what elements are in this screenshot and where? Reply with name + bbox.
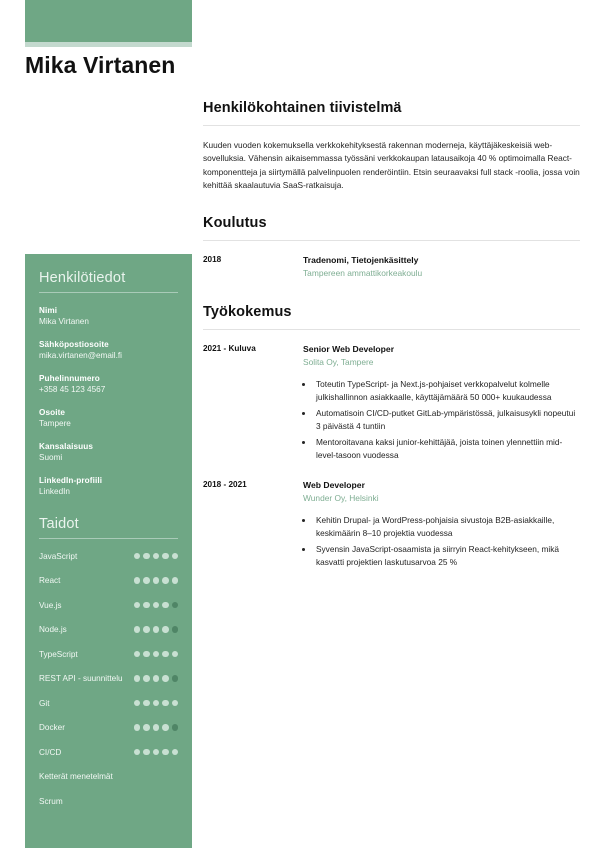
section-education (203, 215, 580, 280)
education-entry (203, 254, 580, 280)
skill-row (39, 575, 178, 593)
skill-dot-filled (162, 724, 169, 731)
contact-item-value: Mika Virtanen (39, 317, 89, 327)
skill-name: Vue.js (39, 600, 62, 610)
sidebar-heading-skills: Taidot (39, 515, 79, 532)
contact-item (39, 305, 178, 328)
skills-list (39, 551, 178, 814)
skill-dot-filled (143, 651, 150, 658)
skill-dot-filled (134, 724, 141, 731)
skill-rating-dots (134, 747, 179, 756)
skill-row (39, 624, 178, 642)
section-title-education: Koulutus (203, 214, 267, 231)
skill-dot-filled (162, 577, 169, 584)
section-summary (203, 100, 580, 193)
skill-dot-filled (162, 749, 169, 756)
skill-dot-filled (143, 553, 150, 560)
contact-item-label: Sähköpostiosoite (39, 339, 109, 349)
skill-dot-filled (134, 553, 141, 560)
skill-rating-dots (134, 722, 179, 731)
experience-bullet: • Toteutin TypeScript- ja Next.js-pohjaiset verkkopalvelut kolmelle julkishallinnon asiakkaalle, käyttäjämäärä 50 000+ kuukaudessa (314, 378, 580, 404)
skill-dot-filled (153, 651, 160, 658)
skill-name: TypeScript (39, 649, 78, 659)
skill-name: Ketterät menetelmät (39, 772, 113, 782)
section-divider-summary (203, 125, 580, 126)
experience-entry-role: Senior Web Developer (303, 343, 395, 354)
contact-item-value: +358 45 123 4567 (39, 384, 106, 394)
skill-dot-filled (143, 577, 150, 584)
sidebar-section-personal-info (39, 270, 178, 498)
contact-item (39, 407, 178, 430)
skill-dot-filled (172, 749, 179, 756)
skill-dot-filled (143, 724, 150, 731)
skill-row (39, 600, 178, 618)
skill-name: Docker (39, 723, 65, 733)
page-title: Mika Virtanen (25, 52, 176, 78)
summary-paragraph: Kuuden vuoden kokemuksella verkkokehityksestä rakennan moderneja, käyttäjäkeskeisiä web-sovelluksia. Vähensin aikaisemmassa työssäni verkkokaupan latausaikoja 40 % optimoimalla React-komponentteja ja siirtymällä palvelinpuolen renderöintiin. Etsin seuraavaksi full stack -roolia, jossa voin kehittää skaalautuvia SaaS-ratkaisuja. (203, 140, 580, 191)
skill-dot-filled (162, 626, 169, 633)
skill-name: Git (39, 698, 50, 708)
skill-dot-filled (153, 553, 160, 560)
skill-dot-filled (143, 749, 150, 756)
contact-list (39, 305, 178, 498)
header-accent-underline (25, 42, 192, 47)
skill-dot-empty (172, 602, 179, 609)
contact-item-label: Kansalaisuus (39, 441, 93, 451)
section-title-summary: Henkilökohtainen tiivistelmä (203, 100, 402, 116)
skill-dot-empty (172, 675, 179, 682)
experience-entry-role: Web Developer (303, 480, 365, 491)
skill-dot-filled (153, 577, 160, 584)
contact-item (39, 441, 178, 464)
skill-name: CI/CD (39, 747, 62, 757)
sidebar-divider-personal-info (39, 292, 178, 293)
skill-dot-empty (172, 724, 179, 731)
skill-dot-filled (134, 602, 141, 609)
skill-row (39, 771, 178, 789)
experience-entry-company: Solita Oy, Tampere (303, 356, 374, 367)
skill-dot-filled (153, 700, 160, 707)
skill-rating-dots (134, 649, 179, 658)
skill-dot-filled (134, 626, 141, 633)
contact-item-value: Suomi (39, 452, 63, 462)
skill-dot-filled (172, 553, 179, 560)
skill-row (39, 722, 178, 740)
skill-dot-filled (134, 577, 141, 584)
experience-entry-body (303, 343, 580, 465)
skill-dot-filled (153, 675, 160, 682)
contact-item-value: mika.virtanen@email.fi (39, 351, 122, 361)
skill-dot-filled (162, 675, 169, 682)
skill-rating-dots (134, 673, 179, 682)
main-content (203, 100, 580, 586)
contact-item-value: Tampere (39, 418, 71, 428)
contact-item (39, 339, 178, 362)
skill-row (39, 796, 178, 814)
skill-row (39, 747, 178, 765)
header-accent-main (25, 0, 192, 42)
education-entry-body (303, 254, 580, 280)
skill-rating-dots (134, 624, 179, 633)
skill-dot-filled (172, 577, 179, 584)
skill-dot-filled (153, 724, 160, 731)
skill-rating-dots (134, 698, 179, 707)
skill-name: Scrum (39, 796, 63, 806)
experience-list (203, 343, 580, 573)
contact-item-label: Nimi (39, 306, 58, 315)
education-entry-school: Tampereen ammattikorkeakoulu (303, 267, 423, 278)
skill-dot-filled (162, 553, 169, 560)
skill-name: REST API - suunnittelu (39, 674, 123, 684)
skill-dot-filled (134, 700, 141, 707)
skill-dot-filled (134, 749, 141, 756)
skill-dot-filled (143, 700, 150, 707)
section-experience (203, 304, 580, 573)
experience-entry (203, 343, 580, 465)
contact-item (39, 475, 178, 498)
sidebar-heading-personal-info: Henkilötiedot (39, 270, 126, 286)
sidebar-section-skills (39, 516, 178, 814)
skill-dot-filled (172, 700, 179, 707)
experience-entry-company: Wunder Oy, Helsinki (303, 493, 379, 504)
contact-item (39, 373, 178, 396)
section-title-experience: Työkokemus (203, 303, 292, 320)
skill-row (39, 551, 178, 569)
experience-entry-bullets (314, 514, 580, 569)
education-list (203, 254, 580, 280)
experience-bullet: • Kehitin Drupal- ja WordPress-pohjaisia sivustoja B2B-asiakkaille, keskimäärin 8–10 projektia vuodessa (314, 514, 580, 540)
skill-dot-filled (134, 651, 141, 658)
sidebar (25, 254, 192, 848)
header-accent-bar (25, 0, 192, 47)
skill-dot-filled (143, 675, 150, 682)
skill-dot-filled (143, 626, 150, 633)
skill-name: Node.js (39, 625, 67, 635)
experience-entry-date: 2021 - Kuluva (203, 343, 256, 353)
section-divider-experience (203, 329, 580, 330)
skill-name: JavaScript (39, 551, 78, 561)
skill-dot-filled (172, 651, 179, 658)
skill-name: React (39, 576, 61, 586)
experience-entry-date: 2018 - 2021 (203, 480, 247, 490)
education-entry-degree: Tradenomi, Tietojenkäsittely (303, 254, 419, 265)
skill-dot-filled (153, 602, 160, 609)
skill-dot-filled (153, 626, 160, 633)
skill-row (39, 698, 178, 716)
experience-bullet: • Automatisoin CI/CD-putket GitLab-ympäristössä, julkaisusykli nopeutui 3 päivästä 4 tuntiin (314, 407, 580, 433)
skill-row (39, 673, 178, 691)
contact-item-label: Puhelinnumero (39, 373, 100, 383)
contact-item-label: Osoite (39, 407, 66, 417)
experience-entry-body (303, 479, 580, 572)
section-divider-education (203, 240, 580, 241)
sidebar-divider-skills (39, 538, 178, 539)
skill-dot-empty (172, 626, 179, 633)
skill-dot-filled (162, 651, 169, 658)
contact-item-value: LinkedIn (39, 486, 70, 496)
experience-entry-bullets (314, 378, 580, 463)
skill-dot-filled (162, 700, 169, 707)
experience-bullet: • Syvensin JavaScript-osaamista ja siirryin React-kehitykseen, mikä kasvatti projektien laskutusarvoa 25 % (314, 543, 580, 569)
skill-rating-dots (134, 575, 179, 584)
experience-entry (203, 479, 580, 572)
skill-dot-filled (162, 602, 169, 609)
skill-rating-dots (134, 551, 179, 560)
skill-dot-filled (143, 602, 150, 609)
skill-dot-filled (134, 675, 141, 682)
skill-rating-dots (134, 600, 179, 609)
education-entry-date: 2018 (203, 254, 222, 264)
skill-row (39, 649, 178, 667)
experience-bullet: • Mentoroitavana kaksi junior-kehittäjää, joista toinen ylennettiin mid-level-tasoon vuodessa (314, 436, 580, 462)
contact-item-label: LinkedIn-profiili (39, 475, 103, 485)
skill-dot-filled (153, 749, 160, 756)
